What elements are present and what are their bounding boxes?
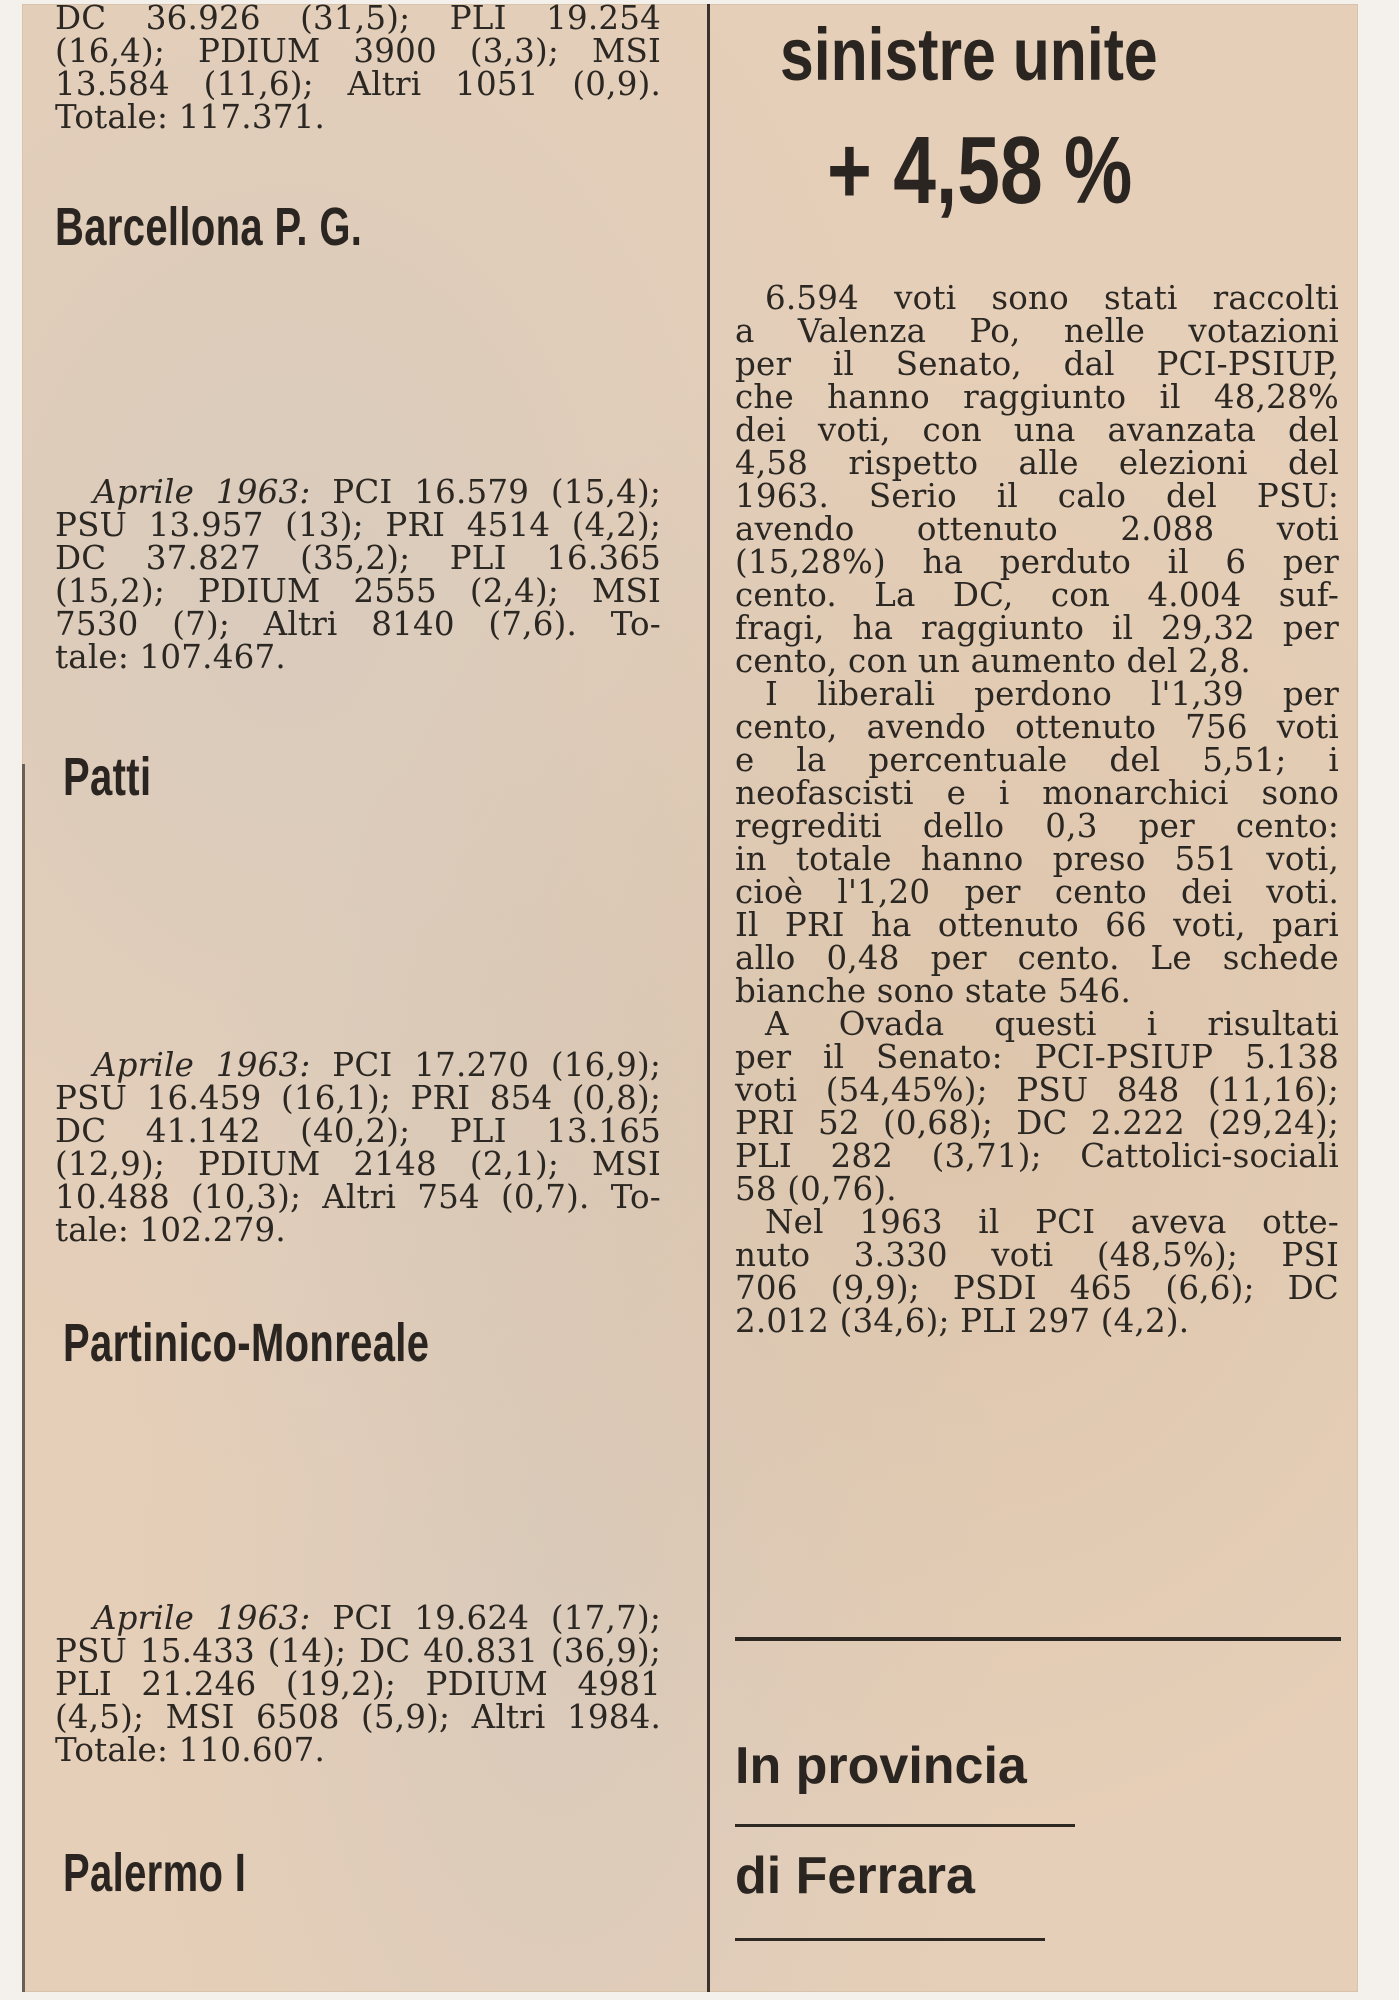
text-line: 7530 (7); Altri 8140 (7,6). To- <box>55 605 661 643</box>
text-line: PSU 16.459 (16,1); PRI 854 (0,8); <box>55 1079 661 1117</box>
text-line: Nel 1963 il PCI aveva otte- <box>765 1203 1339 1241</box>
text-line: 706 (9,9); PSDI 465 (6,6); DC <box>735 1269 1339 1307</box>
text-line: avendo ottenuto 2.088 voti <box>735 510 1339 548</box>
percentage-headline: + 4,58 % <box>827 117 1133 224</box>
text-line: cento, con un aumento del 2,8. <box>735 642 1251 680</box>
text-line: cento, avendo ottenuto 756 voti <box>735 708 1339 746</box>
section-heading-barcellona: Barcellona P. G. <box>55 197 363 257</box>
text-line: regrediti dello 0,3 per cento: <box>735 807 1339 845</box>
text-line: PSU 13.957 (13); PRI 4514 (4,2); <box>55 506 661 544</box>
headline: sinistre unite <box>780 13 1158 96</box>
text-line: I liberali perdono l'1,39 per <box>765 675 1339 713</box>
text-line: cento. La DC, con 4.004 suf- <box>735 576 1339 614</box>
text-line: Aprile 1963: PCI 19.624 (17,7); <box>93 1599 661 1637</box>
text-line: cioè l'1,20 per cento dei voti. <box>735 873 1339 911</box>
text-line: dei voti, con una avanzata del <box>735 411 1339 449</box>
article-paragraph-1 <box>735 279 1339 680</box>
section-results-patti <box>55 1046 661 1249</box>
text-line: A Ovada questi i risultati <box>765 1005 1339 1043</box>
text-line: PLI 282 (3,71); Cattolici-sociali <box>735 1137 1339 1175</box>
column-divider <box>707 4 710 1992</box>
text-line: Aprile 1963: PCI 17.270 (16,9); <box>93 1046 661 1084</box>
text-line: (4,5); MSI 6508 (5,9); Altri 1984. <box>55 1698 661 1736</box>
text-line: tale: 107.467. <box>55 638 286 676</box>
text-line: Aprile 1963: PCI 16.579 (15,4); <box>93 473 661 511</box>
text-line: allo 0,48 per cento. Le schede <box>735 939 1339 977</box>
text-line: Il PRI ha ottenuto 66 voti, pari <box>735 906 1339 944</box>
text-line: (16,4); PDIUM 3900 (3,3); MSI <box>55 32 661 70</box>
section-heading-patti: Patti <box>63 747 152 807</box>
text-line: PLI 21.246 (19,2); PDIUM 4981 <box>55 1665 661 1703</box>
text-line: DC 36.926 (31,5); PLI 19.254 <box>55 0 661 37</box>
clipping-edge <box>22 764 25 1992</box>
text-line: 13.584 (11,6); Altri 1051 (0,9). <box>55 65 661 103</box>
text-line: 58 (0,76). <box>735 1170 897 1208</box>
text-line: 4,58 rispetto alle elezioni del <box>735 444 1339 482</box>
text-line: DC 41.142 (40,2); PLI 13.165 <box>55 1112 661 1150</box>
text-line: 2.012 (34,6); PLI 297 (4,2). <box>735 1302 1190 1340</box>
date-label: Aprile 1963: <box>93 1599 311 1637</box>
date-label: Aprile 1963: <box>93 473 311 511</box>
text-line: PRI 52 (0,68); DC 2.222 (29,24); <box>735 1104 1339 1142</box>
text-line: bianche sono state 546. <box>735 972 1131 1010</box>
text-line: per il Senato: PCI-PSIUP 5.138 <box>735 1038 1339 1076</box>
text-line: Totale: 117.371. <box>55 98 325 136</box>
article-paragraph-3 <box>735 1005 1339 1208</box>
text-line: DC 37.827 (35,2); PLI 16.365 <box>55 539 661 577</box>
date-label: Aprile 1963: <box>93 1046 311 1084</box>
text-line: 1963. Serio il calo del PSU: <box>735 477 1339 515</box>
text-line: PSU 15.433 (14); DC 40.831 (36,9); <box>55 1632 661 1670</box>
newspaper-clipping <box>22 0 1358 1992</box>
text-line: tale: 102.279. <box>55 1211 286 1249</box>
text-line: che hanno raggiunto il 48,28% <box>735 378 1339 416</box>
text-line: 10.488 (10,3); Altri 754 (0,7). To- <box>55 1178 661 1216</box>
text-line: in totale hanno preso 551 voti, <box>735 840 1339 878</box>
article-paragraph-2 <box>735 675 1339 1010</box>
text-line: fragi, ha raggiunto il 29,32 per <box>735 609 1339 647</box>
article-paragraph-4 <box>735 1203 1339 1340</box>
text-line: neofascisti e i monarchici sono <box>735 774 1339 812</box>
text-line: nuto 3.330 voti (48,5%); PSI <box>735 1236 1339 1274</box>
text-line: voti (54,45%); PSU 848 (11,16); <box>735 1071 1339 1109</box>
section-heading-partinico: Partinico-Monreale <box>63 1313 430 1373</box>
text-line: (15,2); PDIUM 2555 (2,4); MSI <box>55 572 661 610</box>
text-line: (15,28%) ha perduto il 6 per <box>735 543 1339 581</box>
text-line: per il Senato, dal PCI-PSIUP, <box>735 345 1339 383</box>
bottom-headline-line-1: In provincia <box>735 1737 1027 1795</box>
headline-underline <box>735 1938 1045 1941</box>
text-line: a Valenza Po, nelle votazioni <box>735 312 1339 350</box>
bottom-headline-line-2: di Ferrara <box>735 1847 975 1905</box>
headline-underline <box>735 1824 1075 1827</box>
section-heading-palermo: Palermo I <box>63 1843 247 1903</box>
top-fragment-text <box>55 2 661 134</box>
text-line: 6.594 voti sono stati raccolti <box>765 279 1339 317</box>
separator-rule <box>735 1637 1341 1641</box>
text-line: e la percentuale del 5,51; i <box>735 741 1339 779</box>
section-results-barcellona <box>55 473 661 676</box>
text-line: (12,9); PDIUM 2148 (2,1); MSI <box>55 1145 661 1183</box>
text-line: Totale: 110.607. <box>55 1731 325 1769</box>
section-results-partinico <box>55 1599 661 1769</box>
